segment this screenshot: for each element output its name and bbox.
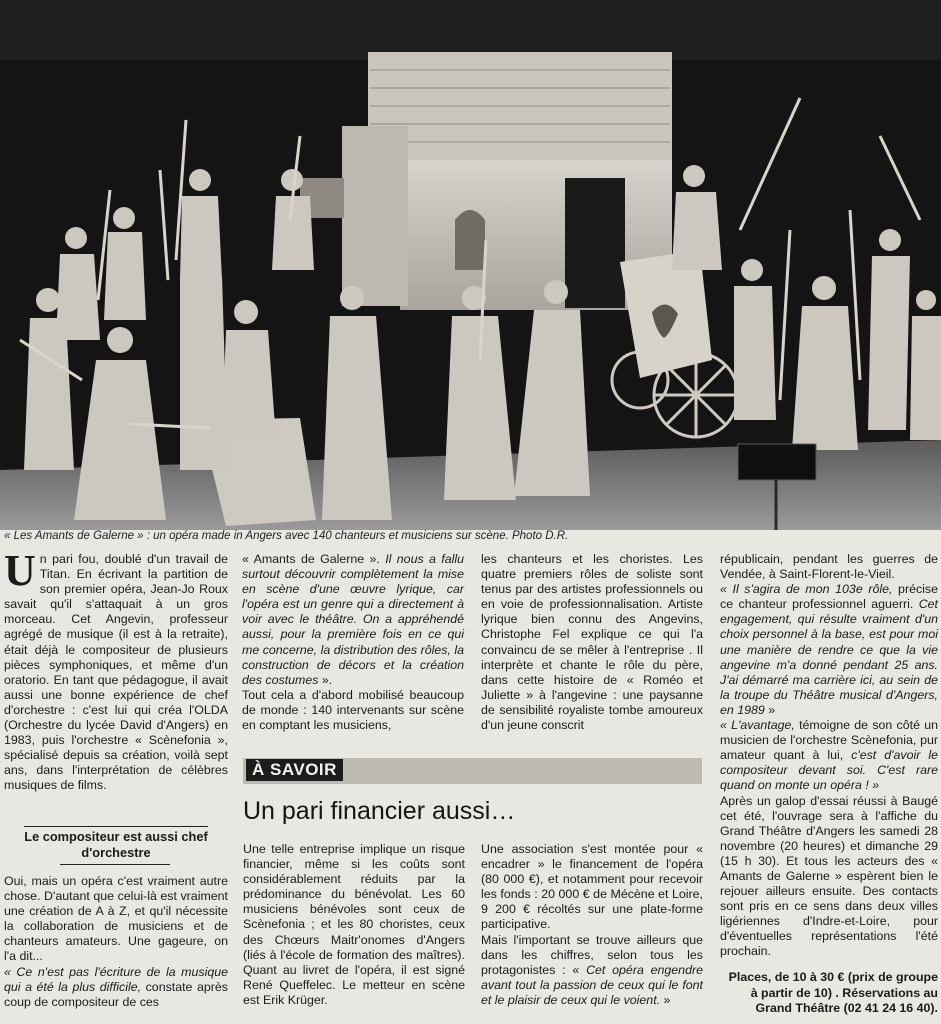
- paragraph: Après un galop d'essai réussi à Baugé cet été, l'ouvrage sera à l'affiche du Grand Théâtre d'Angers les samedi 28 novembre (20 heures) et dimanche 29 (15 h 30). Et tous les acteurs des « Amants de Galerne » espèrent bien le rejouer ailleurs ensuite. Des contacts sont pris en ce sens dans deux villes ligériennes d'Indre-et-Loire, pour d'éventuelles représentations l'été prochain.: [720, 793, 938, 959]
- article-column-2: [242, 552, 464, 733]
- quote: « L'avantage,: [720, 718, 795, 733]
- paragraph: Une telle entreprise implique un risque financier, même si les coûts sont considérablement réduits par la prédominance du bénévolat. Les 60 musiciens bénévoles sont ceux de Scènefonia ; et les 80 choristes, ceux des Chœurs Maitr'onomes d'Angers (liés à l'école de formation des maîtres). Quant au livret de l'opéra, il est signé René Queffelec. Le metteur en scène est Erik Krüger.: [243, 842, 465, 1007]
- paragraph: Une association s'est montée pour « encadrer » le financement de l'opéra (80 000 €), et notamment pour recevoir les fonds : 20 000 € de Mécène et Loire, 9 200 € récoltés sur une plate-forme participative.: [481, 842, 703, 932]
- article-column-4: [720, 552, 938, 960]
- subhead-rule: [60, 864, 170, 865]
- paragraph: Oui, mais un opéra c'est vraiment autre chose. D'autant que celui-là est vraiment une création de A à Z, et qu'il nécessite la collaboration de musiciens et de chanteurs amateurs. Une gageure, on l'a dit...: [4, 874, 228, 964]
- paragraph: républicain, pendant les guerres de Vendée, à Saint-Florent-le-Vieil.: [720, 552, 938, 582]
- article-column-3: [481, 552, 703, 733]
- savoir-label: À SAVOIR: [246, 759, 343, 781]
- paragraph-text: »: [660, 992, 671, 1007]
- intro-paragraph: n pari fou, doublé d'un travail de Titan. En écrivant la partition de son premier opéra, Jean-Jo Roux savait qu'il s'attaquait à un gros morceau. Cet Angevin, professeur agrégé de musique (il est à la retraite), était déjà le compositeur de plusieurs pièces symphoniques, et même d'un oratorio. En tant que pédagogue, il avait aussi une bonne expérience de chef d'orchestre : c'est lui qui créa l'OLDA (Orchestre du lycée David d'Angers) en 1983, puis l'orchestre « Scènefonia », spécialisé depuis sa création, voilà sept ans, dans l'interprétation de célèbres musiques de films.: [4, 552, 228, 793]
- quote: c'est d'avoir le compositeur devant soi. C'est rare quand on monte un opéra ! »: [720, 748, 938, 793]
- article-column-1: [4, 546, 228, 794]
- paragraph-text: constate après coup de compositeur de ces: [4, 979, 228, 1009]
- savoir-column-1: [243, 842, 465, 1008]
- quote: « Il s'agira de mon 103e rôle,: [720, 582, 893, 597]
- paragraph-text: témoigne de son côté un musicien de l'orchestre Scènefonia, pur amateur quant à lui,: [720, 718, 938, 763]
- quote: « Ce n'est pas l'écriture de la musique qui a été la plus difficile,: [4, 964, 228, 994]
- paragraph-text: »: [764, 702, 776, 717]
- section-subhead: Le compositeur est aussi chef d'orchestre: [24, 826, 208, 861]
- paragraph-text: précise ce chanteur professionnel aguerri.: [720, 582, 938, 612]
- photo-caption: « Les Amants de Galerne » : un opéra made in Angers avec 140 chanteurs et musiciens sur scène. Photo D.R.: [4, 530, 569, 542]
- quote: Cet opéra engendre avant tout la passion de ceux qui le font et le plaisir de ceux qui le voient.: [481, 962, 703, 1007]
- article-column-1-continued: [4, 874, 228, 1010]
- paragraph-text: Mais l'important se trouve ailleurs que dans les chiffres, selon tous les protagonistes : «: [481, 932, 703, 977]
- ticket-info: Places, de 10 à 30 € (prix de groupe à partir de 10) . Réservations au Grand Théâtre (02 41 24 16 40).: [728, 970, 938, 1015]
- paragraph-text: ».: [318, 672, 333, 687]
- paragraph: Tout cela a d'abord mobilisé beaucoup de monde : 140 intervenants sur scène en comptant les musiciens,: [242, 687, 464, 733]
- savoir-title: Un pari financier aussi…: [243, 797, 516, 825]
- paragraph: les chanteurs et les choristes. Les quatre premiers rôles de soliste sont tenus par des artistes professionnels ou en voie de professionnalisation. Artiste lyrique bien connu des Angevins, Christophe Fel explique ce qui l'a convaincu de se mêler à l'entreprise . Il interprète et chante le rôle du père, dans cette histoire de « Roméo et Juliette » à l'angevine : une paysanne de sensibilité royaliste tombe amoureux d'un jeune conscrit: [481, 552, 703, 733]
- drop-cap: U: [4, 546, 36, 595]
- paragraph-text: « Amants de Galerne ».: [242, 552, 386, 566]
- savoir-column-2: [481, 842, 703, 1008]
- quote: Il nous a fallu surtout découvrir complètement la mise en scène d'une œuvre lyrique, car l'opéra est un genre qui a directement à voir avec le théâtre. On a appréhendé aussi, pour la première fois en ce qui me concerne, la distribution des rôles, la construction de décors et la création des costumes: [242, 552, 465, 687]
- quote: Cet engagement, qui résulte vraiment d'un choix personnel à la base, est pour moi une manière de rendre ce que la vie angevine m'a donné pendant 25 ans. J'ai démarré ma carrière ici, au sein de la troupe du Théâtre musical d'Angers, en 1989: [720, 597, 938, 717]
